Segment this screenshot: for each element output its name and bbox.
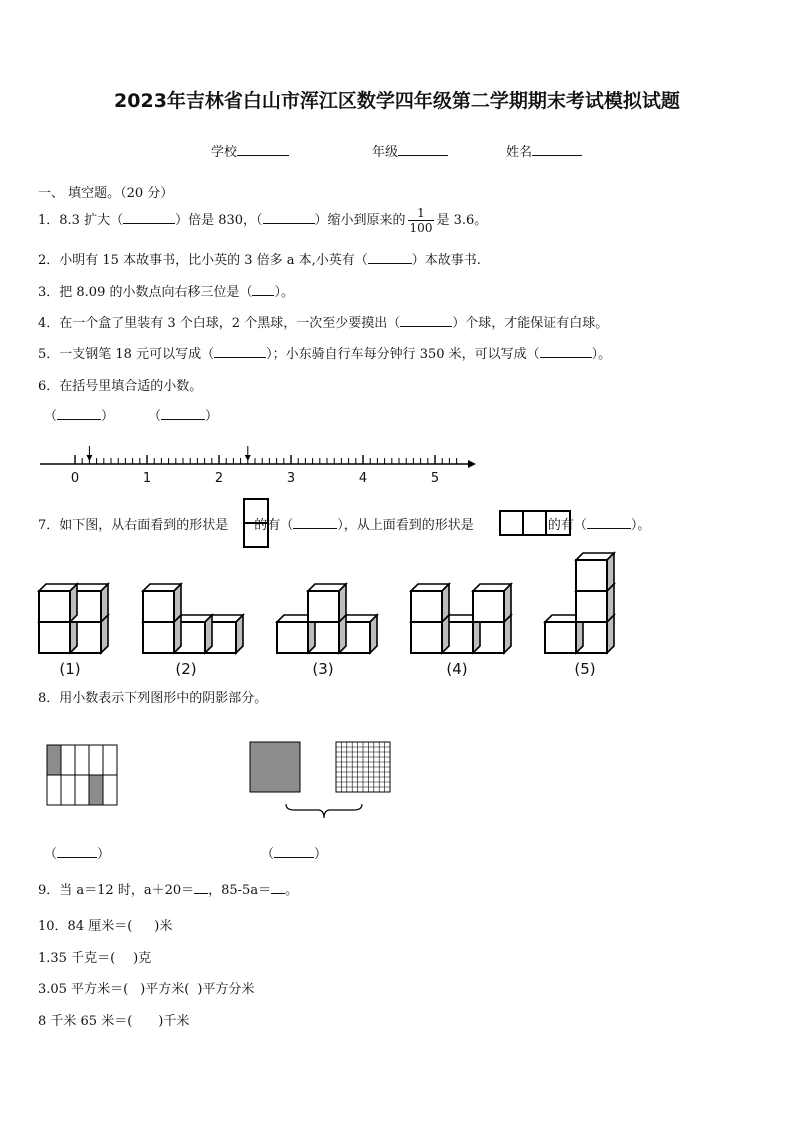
figure-label: (4) bbox=[446, 660, 468, 678]
q7-text-d: 的有（ bbox=[547, 518, 587, 533]
cube bbox=[308, 584, 346, 622]
q1-text-a: 1．8.3 扩大（ bbox=[38, 213, 124, 228]
q9-text-b: ，85-5a＝ bbox=[208, 883, 272, 898]
tick-label: 4 bbox=[358, 471, 368, 486]
tick-label: 5 bbox=[430, 471, 440, 486]
brace-icon bbox=[284, 802, 364, 822]
q5-text-c: ）。 bbox=[591, 347, 612, 362]
grade-label: 年级 bbox=[372, 145, 399, 160]
question-10-line-1 bbox=[38, 915, 172, 934]
q9-blank-1[interactable] bbox=[194, 893, 208, 894]
tick-label: 2 bbox=[214, 471, 224, 486]
paren-open: （ bbox=[148, 409, 162, 424]
q4-text-b: ）个球，才能保证有白球。 bbox=[452, 316, 609, 331]
shaded-whole-square bbox=[249, 741, 301, 793]
q10-l4-a: 8 千米 65 米＝( bbox=[38, 1014, 133, 1029]
q3-text-a: 3．把 8.09 的小数点向右移三位是（ bbox=[38, 285, 253, 300]
paren-close: ） bbox=[314, 847, 328, 862]
paren-open: （ bbox=[44, 409, 58, 424]
question-9 bbox=[38, 879, 298, 898]
figure-label: (3) bbox=[312, 660, 334, 678]
paren-open: （ bbox=[261, 847, 275, 862]
tick-label: 3 bbox=[286, 471, 296, 486]
q9-text-c: 。 bbox=[285, 883, 299, 898]
hundred-grid bbox=[335, 741, 391, 793]
q10-l3-b: )平方米( bbox=[140, 982, 190, 997]
q8-blank-2[interactable] bbox=[274, 857, 314, 858]
paren-close: ） bbox=[101, 409, 115, 424]
shaded-grid-tenths bbox=[46, 744, 118, 806]
cube bbox=[473, 584, 511, 622]
q1-text-d: 是 3.6。 bbox=[436, 213, 488, 228]
figure-label: (2) bbox=[175, 660, 197, 678]
page-title: 2023年吉林省白山市浑江区数学四年级第二学期期末考试模拟试题 bbox=[114, 90, 680, 112]
q10-l4-b: )千米 bbox=[158, 1014, 190, 1029]
question-8: 8．用小数表示下列图形中的阴影部分。 bbox=[38, 691, 268, 706]
q8-answer-2 bbox=[261, 843, 327, 862]
name-label: 姓名 bbox=[506, 145, 533, 160]
figure-label: (5) bbox=[574, 660, 596, 678]
fraction-denominator: 100 bbox=[409, 221, 433, 235]
q4-text-a: 4．在一个盒了里装有 3 个白球，2 个黑球，一次至少要摸出（ bbox=[38, 316, 401, 331]
question-10-line-3 bbox=[38, 978, 254, 997]
question-6: 6．在括号里填合适的小数。 bbox=[38, 379, 203, 394]
question-10-line-4 bbox=[38, 1010, 189, 1029]
question-10-line-2 bbox=[38, 947, 151, 966]
q7-text-b: 的有（ bbox=[254, 518, 294, 533]
paren-open: （ bbox=[44, 847, 58, 862]
q10-l1-a: 10．84 厘米＝( bbox=[38, 919, 133, 934]
tick-label: 0 bbox=[70, 471, 80, 486]
q7-text-c: ），从上面看到的形状是 bbox=[337, 518, 474, 533]
q10-l3-c: )平方分米 bbox=[197, 982, 255, 997]
cube bbox=[39, 584, 77, 622]
paren-close: ） bbox=[205, 409, 219, 424]
q9-blank-2[interactable] bbox=[271, 893, 285, 894]
q10-l2-b: )克 bbox=[133, 951, 152, 966]
tick-label: 1 bbox=[142, 471, 152, 486]
q3-text-b: ）。 bbox=[274, 285, 294, 300]
q5-text-b: ）；小东骑自行车每分钟行 350 米，可以写成（ bbox=[266, 347, 540, 362]
cube bbox=[143, 584, 181, 622]
q1-text-b: ）倍是 830，（ bbox=[175, 213, 263, 228]
q7-text-a: 7．如下图，从右面看到的形状是 bbox=[38, 518, 229, 533]
q8-answer-1 bbox=[44, 843, 110, 862]
q2-text-b: ）本故事书. bbox=[411, 253, 481, 268]
q7-text-e: ）。 bbox=[630, 518, 651, 533]
cube bbox=[411, 584, 449, 622]
q2-text-a: 2．小明有 15 本故事书，比小英的 3 倍多 a 本,小英有（ bbox=[38, 253, 368, 268]
figure-label: (1) bbox=[59, 660, 81, 678]
school-label: 学校 bbox=[211, 145, 238, 160]
fraction-numerator: 1 bbox=[408, 206, 435, 221]
q9-text-a: 9．当 a＝12 时，a＋20＝ bbox=[38, 883, 195, 898]
q10-l2-a: 1.35 千克＝( bbox=[38, 951, 116, 966]
q5-text-a: 5．一支钢笔 18 元可以写成（ bbox=[38, 347, 215, 362]
cube bbox=[576, 553, 614, 591]
q10-l3-a: 3.05 平方米＝( bbox=[38, 982, 129, 997]
q10-l1-b: )米 bbox=[154, 919, 173, 934]
q8-blank-1[interactable] bbox=[57, 857, 97, 858]
section-heading: 一、 填空题。（20 分） bbox=[38, 186, 174, 201]
q1-text-c: ）缩小到原来的 bbox=[314, 213, 406, 228]
paren-close: ） bbox=[97, 847, 111, 862]
